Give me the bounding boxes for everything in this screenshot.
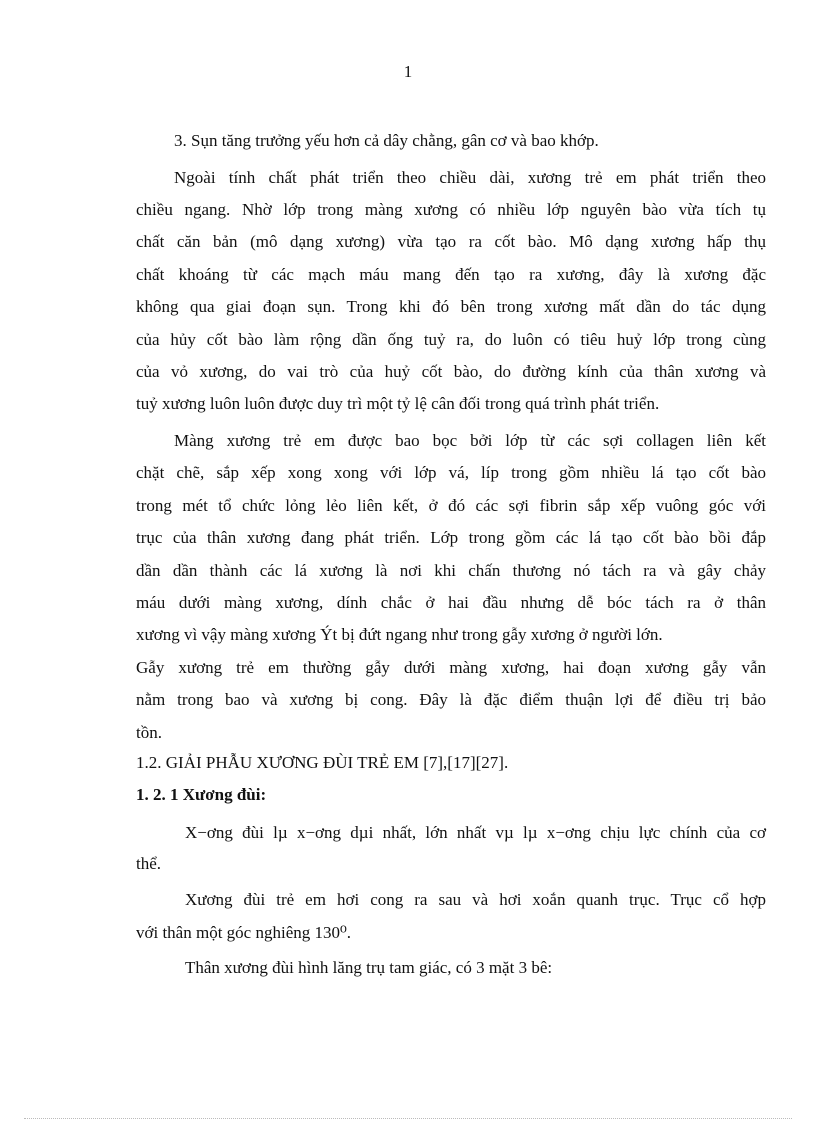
text-line: không qua giai đoạn sụn. Trong khi đó bên trong xương mất dần do tác dụng bbox=[136, 297, 766, 316]
text-line: chất khoáng từ các mạch máu mang đến tạo ra xương, đây là xương đặc bbox=[136, 265, 766, 284]
text-line: tồn. bbox=[136, 723, 162, 742]
text-line: của vỏ xương, do vai trò của huỷ cốt bào, do đường kính của thân xương và bbox=[136, 362, 766, 381]
text-line: Thân xương đùi hình lăng trụ tam giác, có 3 mặt 3 bê: bbox=[185, 958, 553, 977]
section-heading: 1. 2. 1 Xương đùi: bbox=[136, 785, 267, 804]
text-line: Xương đùi trẻ em hơi cong ra sau và hơi xoắn quanh trục. Trục cổ hợp bbox=[185, 890, 766, 909]
footer-rule bbox=[24, 1118, 792, 1119]
text-line: xương vì vậy màng xương Ýt bị đứt ngang như trong gẫy xương ở người lớn. bbox=[136, 625, 663, 644]
text-line: chặt chẽ, sắp xếp xong xong với lớp vá, líp trong gồm nhiều lá tạo cốt bào bbox=[136, 463, 766, 482]
text-line: dần dần thành các lá xương là nơi khi chấn thương nó tách ra và gây chảy bbox=[136, 561, 766, 580]
page-number: 1 bbox=[403, 62, 413, 81]
text-line: 1.2. GIẢI PHẪU XƯƠNG ĐÙI TRẺ EM [7],[17][27]. bbox=[136, 753, 509, 772]
text-line: trục của thân xương đang phát triển. Lớp trong gồm các lá tạo cốt bào bồi đắp bbox=[136, 528, 766, 547]
text-line: Màng xương trẻ em được bao bọc bởi lớp từ các sợi collagen liên kết bbox=[174, 431, 766, 450]
text-line: với thân một góc nghiêng 130⁰. bbox=[136, 923, 352, 942]
text-line: thể. bbox=[136, 854, 162, 873]
text-line: X−ơng đùi lµ x−ơng dµi nhất, lớn nhất vµ lµ x−ơng chịu lực chính của cơ bbox=[185, 823, 766, 842]
text-line: 3. Sụn tăng trưởng yếu hơn cả dây chằng, gân cơ và bao khớp. bbox=[174, 131, 599, 150]
text-line: chất căn bản (mô dạng xương) vừa tạo ra cốt bào. Mô dạng xương hấp thụ bbox=[136, 232, 766, 251]
text-line: nằm trong bao và xương bị cong. Đây là đặc điểm thuận lợi để điều trị bảo bbox=[136, 690, 766, 709]
text-line: tuỷ xương luôn luôn được duy trì một tỷ lệ cân đối trong quá trình phát triển. bbox=[136, 394, 660, 413]
text-line: của hủy cốt bào làm rộng dần ống tuỷ ra, do luôn có tiêu huỷ lớp trong cùng bbox=[136, 330, 766, 349]
text-line: chiều ngang. Nhờ lớp trong màng xương có nhiều lớp nguyên bào vừa tích tụ bbox=[136, 200, 766, 219]
text-line: máu dưới màng xương, dính chắc ở hai đầu nhưng dễ bóc tách ra ở thân bbox=[136, 593, 766, 612]
text-line: Gẫy xương trẻ em thường gẫy dưới màng xương, hai đoạn xương gẫy vẫn bbox=[136, 658, 766, 677]
text-line: Ngoài tính chất phát triển theo chiều dài, xương trẻ em phát triển theo bbox=[174, 168, 766, 187]
text-line: trong mét tổ chức lỏng lẻo liên kết, ở đó các sợi fibrin sắp xếp vuông góc với bbox=[136, 496, 766, 515]
